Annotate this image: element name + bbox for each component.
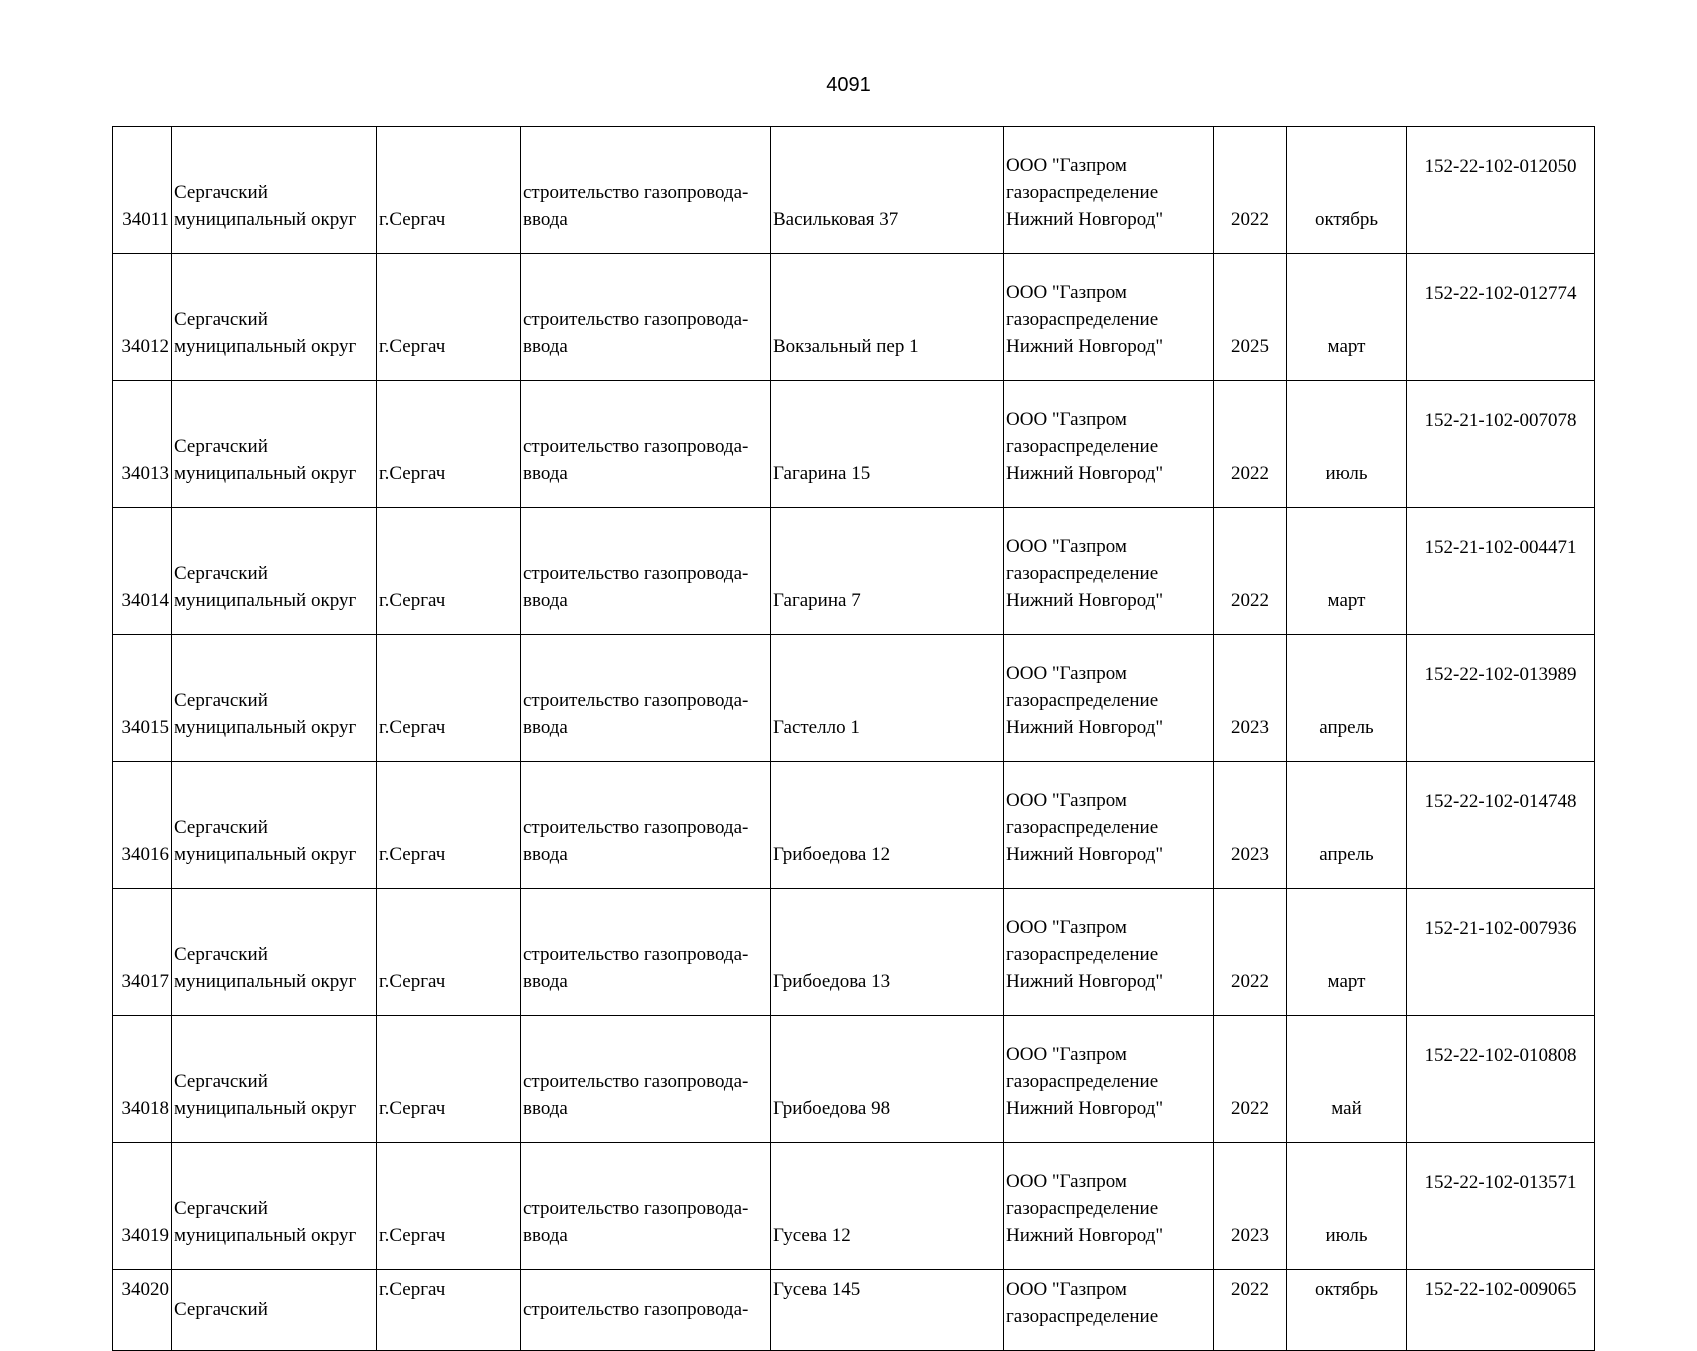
address-cell: Грибоедова 98 [771,1016,1004,1143]
district-cell: Сергачский муниципальный округ [172,1143,377,1270]
organization-cell: ООО "Газпром газораспределение Нижний Новгород" [1004,1016,1214,1143]
year-cell: 2022 [1214,889,1287,1016]
address-cell: Васильковая 37 [771,127,1004,254]
address-cell: Грибоедова 12 [771,762,1004,889]
year-cell: 2025 [1214,254,1287,381]
district-cell: Сергачский муниципальный округ [172,635,377,762]
organization-cell: ООО "Газпром газораспределение Нижний Новгород" [1004,381,1214,508]
year-cell: 2023 [1214,762,1287,889]
row-number-cell: 34013 [113,381,172,508]
table-row [113,508,1595,635]
city-cell: г.Сергач [377,254,521,381]
year-cell: 2022 [1214,1270,1287,1351]
address-cell: Гагарина 15 [771,381,1004,508]
table-row [113,635,1595,762]
organization-cell: ООО "Газпром газораспределение [1004,1270,1214,1351]
registry-code-cell: 152-22-102-009065 [1407,1270,1595,1351]
table-row [113,762,1595,889]
registry-code-cell: 152-22-102-014748 [1407,762,1595,889]
registry-code-cell: 152-22-102-010808 [1407,1016,1595,1143]
work-type-cell: строительство газопровода- ввода [521,254,771,381]
registry-code-cell: 152-21-102-007936 [1407,889,1595,1016]
work-type-cell: строительство газопровода- ввода [521,635,771,762]
month-cell: июль [1287,381,1407,508]
month-cell: март [1287,508,1407,635]
address-cell: Гагарина 7 [771,508,1004,635]
row-number-cell: 34019 [113,1143,172,1270]
work-type-cell: строительство газопровода- ввода [521,889,771,1016]
district-cell: Сергачский муниципальный округ [172,508,377,635]
work-type-cell: строительство газопровода- ввода [521,508,771,635]
row-number-cell: 34017 [113,889,172,1016]
city-cell: г.Сергач [377,762,521,889]
year-cell: 2023 [1214,1143,1287,1270]
month-cell: октябрь [1287,1270,1407,1351]
year-cell: 2022 [1214,508,1287,635]
work-type-cell: строительство газопровода- ввода [521,127,771,254]
work-type-cell: строительство газопровода- ввода [521,1143,771,1270]
year-cell: 2022 [1214,1016,1287,1143]
row-number-cell: 34015 [113,635,172,762]
district-cell: Сергачский муниципальный округ [172,762,377,889]
registry-code-cell: 152-22-102-013989 [1407,635,1595,762]
organization-cell: ООО "Газпром газораспределение Нижний Новгород" [1004,762,1214,889]
month-cell: октябрь [1287,127,1407,254]
city-cell: г.Сергач [377,1016,521,1143]
organization-cell: ООО "Газпром газораспределение Нижний Новгород" [1004,508,1214,635]
work-type-cell: строительство газопровода- ввода [521,381,771,508]
work-type-cell: строительство газопровода- ввода [521,1016,771,1143]
organization-cell: ООО "Газпром газораспределение Нижний Новгород" [1004,635,1214,762]
table-row [113,254,1595,381]
month-cell: апрель [1287,635,1407,762]
address-cell: Гусева 12 [771,1143,1004,1270]
row-number-cell: 34018 [113,1016,172,1143]
city-cell: г.Сергач [377,1270,521,1351]
organization-cell: ООО "Газпром газораспределение Нижний Новгород" [1004,1143,1214,1270]
city-cell: г.Сергач [377,1143,521,1270]
registry-code-cell: 152-21-102-004471 [1407,508,1595,635]
page-number: 4091 [826,74,871,96]
row-number-cell: 34012 [113,254,172,381]
gas-connection-registry-table [112,126,1595,1351]
month-cell: май [1287,1016,1407,1143]
address-cell: Гастелло 1 [771,635,1004,762]
year-cell: 2022 [1214,127,1287,254]
registry-code-cell: 152-21-102-007078 [1407,381,1595,508]
registry-code-cell: 152-22-102-013571 [1407,1143,1595,1270]
district-cell: Сергачский муниципальный округ [172,381,377,508]
organization-cell: ООО "Газпром газораспределение Нижний Новгород" [1004,254,1214,381]
table-row [113,1270,1595,1351]
city-cell: г.Сергач [377,381,521,508]
work-type-cell: строительство газопровода- [521,1270,771,1351]
month-cell: июль [1287,1143,1407,1270]
year-cell: 2023 [1214,635,1287,762]
work-type-cell: строительство газопровода- ввода [521,762,771,889]
table-row [113,1016,1595,1143]
address-cell: Грибоедова 13 [771,889,1004,1016]
table-row [113,889,1595,1016]
address-cell: Вокзальный пер 1 [771,254,1004,381]
district-cell: Сергачский муниципальный округ [172,1016,377,1143]
row-number-cell: 34011 [113,127,172,254]
month-cell: март [1287,254,1407,381]
district-cell: Сергачский муниципальный округ [172,127,377,254]
row-number-cell: 34014 [113,508,172,635]
organization-cell: ООО "Газпром газораспределение Нижний Новгород" [1004,127,1214,254]
district-cell: Сергачский [172,1270,377,1351]
table-row [113,127,1595,254]
city-cell: г.Сергач [377,635,521,762]
table-row [113,381,1595,508]
month-cell: март [1287,889,1407,1016]
registry-code-cell: 152-22-102-012050 [1407,127,1595,254]
registry-code-cell: 152-22-102-012774 [1407,254,1595,381]
city-cell: г.Сергач [377,127,521,254]
district-cell: Сергачский муниципальный округ [172,889,377,1016]
row-number-cell: 34016 [113,762,172,889]
city-cell: г.Сергач [377,508,521,635]
address-cell: Гусева 145 [771,1270,1004,1351]
city-cell: г.Сергач [377,889,521,1016]
table-body [113,127,1595,1351]
row-number-cell: 34020 [113,1270,172,1351]
district-cell: Сергачский муниципальный округ [172,254,377,381]
month-cell: апрель [1287,762,1407,889]
table-row [113,1143,1595,1270]
organization-cell: ООО "Газпром газораспределение Нижний Новгород" [1004,889,1214,1016]
year-cell: 2022 [1214,381,1287,508]
